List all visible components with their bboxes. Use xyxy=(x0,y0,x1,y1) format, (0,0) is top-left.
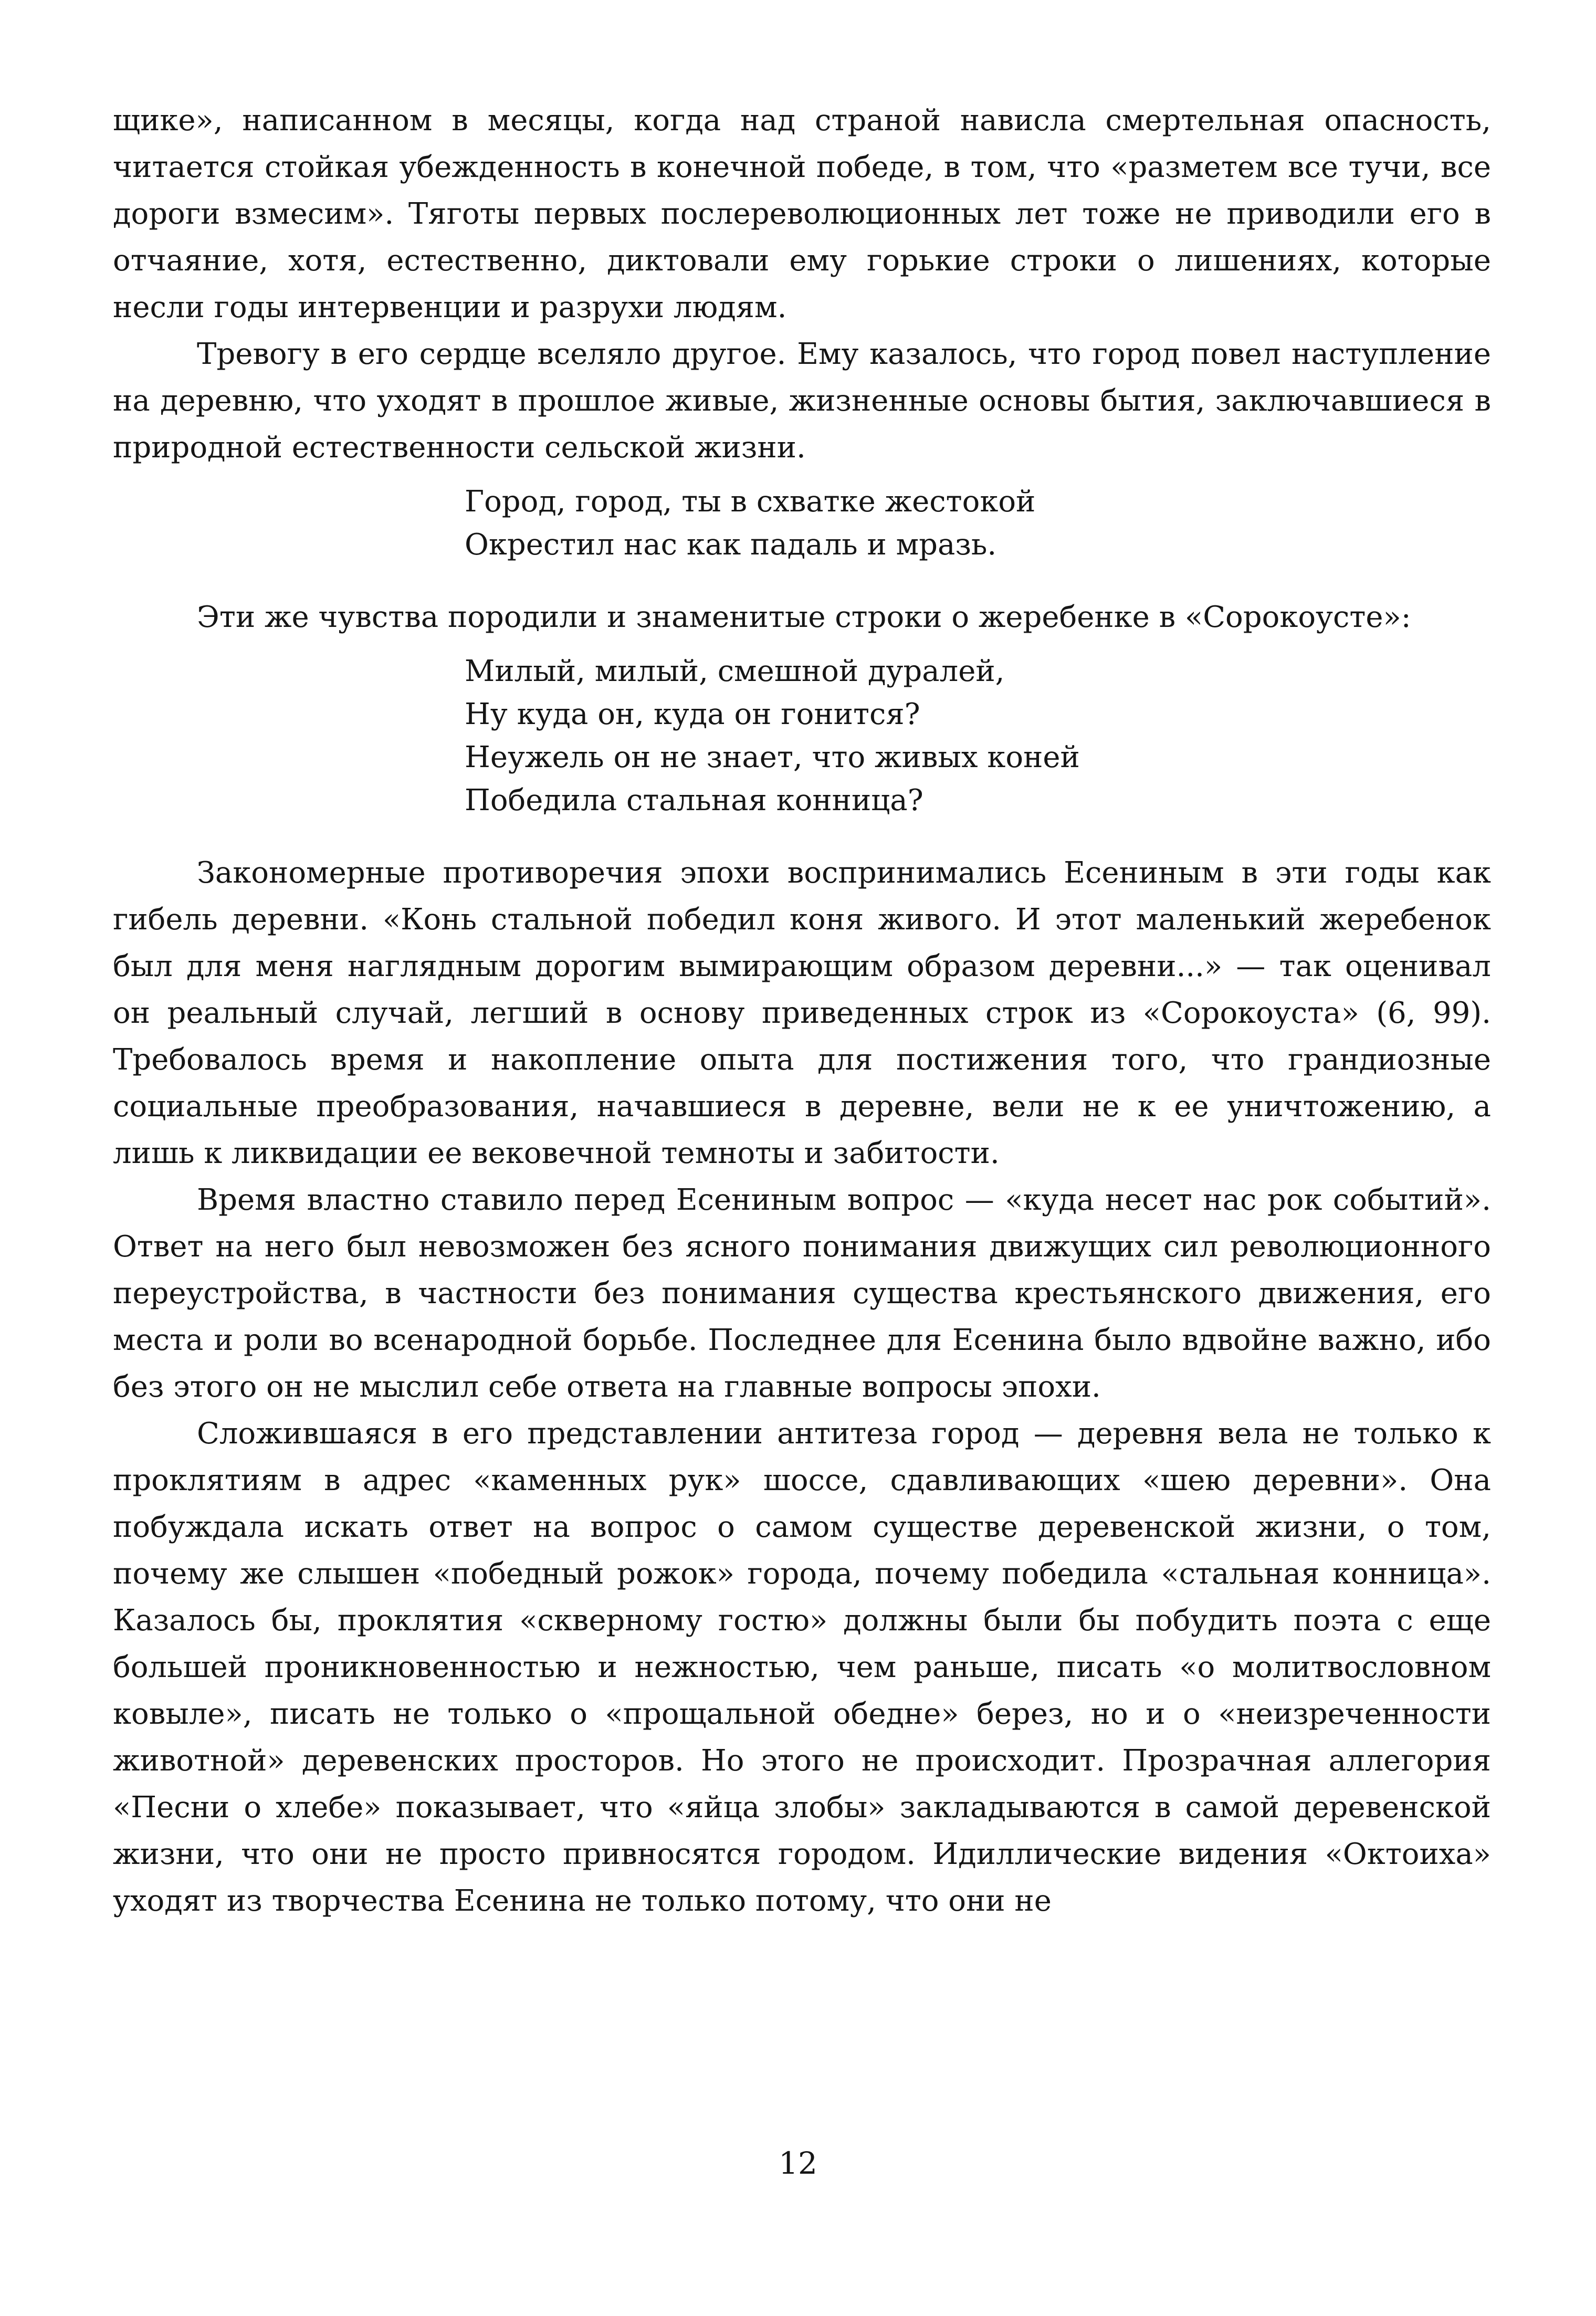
page-number: 12 xyxy=(779,2145,817,2181)
paragraph-city-anxiety: Тревогу в его сердце вселяло другое. Ему казалось, что город повел наступление на деревню, что уходят в прошлое живые, жизненные основы бытия, заключавшиеся в природной естественности сельской жизни. xyxy=(113,337,1491,465)
verse-quote-foal xyxy=(465,650,1491,822)
paragraph-antithesis: Сложившаяся в его представлении антитеза город — деревня вела не только к проклятиям в адрес «каменных рук» шоссе, сдавливающих «шею деревни». Она побуждала искать ответ на вопрос о самом существе деревенской жизни, о том, почему же слышен «победный рожок» города, почему победила «стальная конница». Казалось бы, проклятия «скверному гостю» должны были бы побудить поэта с еще большей проникновенностью и нежностью, чем раньше, писать «о молитвословном ковыле», писать не только о «прощальной обедне» берез, но и о «неизреченности животной» деревенских просторов. Но этого не происходит. Прозрачная аллегория «Песни о хлебе» показывает, что «яйца злобы» закладываются в самой деревенской жизни, что они не просто привносятся городом. Идиллические видения «Октоиха» уходят из творчества Есенина не только потому, что они не xyxy=(113,1417,1491,1918)
paragraph-continuation: щике», написанном в месяцы, когда над страной нависла смертельная опасность, читается стойкая убежденность в конечной победе, в том, что «разметем все тучи, все дороги взмесим». Тяготы первых послереволюционных лет тоже не приводили его в отчаяние, хотя, естественно, диктовали ему горькие строки о лишениях, которые несли годы интервенции и разрухи людям. xyxy=(113,103,1491,324)
verse-line: Неужель он не знает, что живых коней xyxy=(465,740,1080,774)
page-body xyxy=(113,97,1491,1924)
verse-line: Милый, милый, смешной дуралей, xyxy=(465,654,1005,688)
verse-quote-city xyxy=(465,480,1491,567)
verse-line: Победила стальная конница? xyxy=(465,783,923,818)
paragraph-contradictions: Закономерные противоречия эпохи воспринимались Есениным в эти годы как гибель деревни. «Конь стальной победил коня живого. И этот маленький жеребенок был для меня наглядным дорогим вымирающим образом деревни...» — так оценивал он реальный случай, легший в основу приведенных строк из «Сорокоуста» (6, 99). Требовалось время и накопление опыта для постижения того, что грандиозные социальные преобразования, начавшиеся в деревне, вели не к ее уничтожению, а лишь к ликвидации ее вековечной темноты и забитости. xyxy=(113,856,1491,1170)
verse-line: Окрестил нас как падаль и мразь. xyxy=(465,528,997,562)
verse-line: Город, город, ты в схватке жестокой xyxy=(465,485,1036,519)
paragraph-sorokoust-intro: Эти же чувства породили и знаменитые строки о жеребенке в «Сорокоусте»: xyxy=(197,600,1411,634)
paragraph-question-of-time: Время властно ставило перед Есениным вопрос — «куда несет нас рок событий». Ответ на него был невозможен без ясного понимания движущих сил революционного переустройства, в частности без понимания существа крестьянского движения, его места и роли во всенародной борьбе. Последнее для Есенина было вдвойне важно, ибо без этого он не мыслил себе ответа на главные вопросы эпохи. xyxy=(113,1183,1491,1404)
verse-line: Ну куда он, куда он гонится? xyxy=(465,697,920,731)
